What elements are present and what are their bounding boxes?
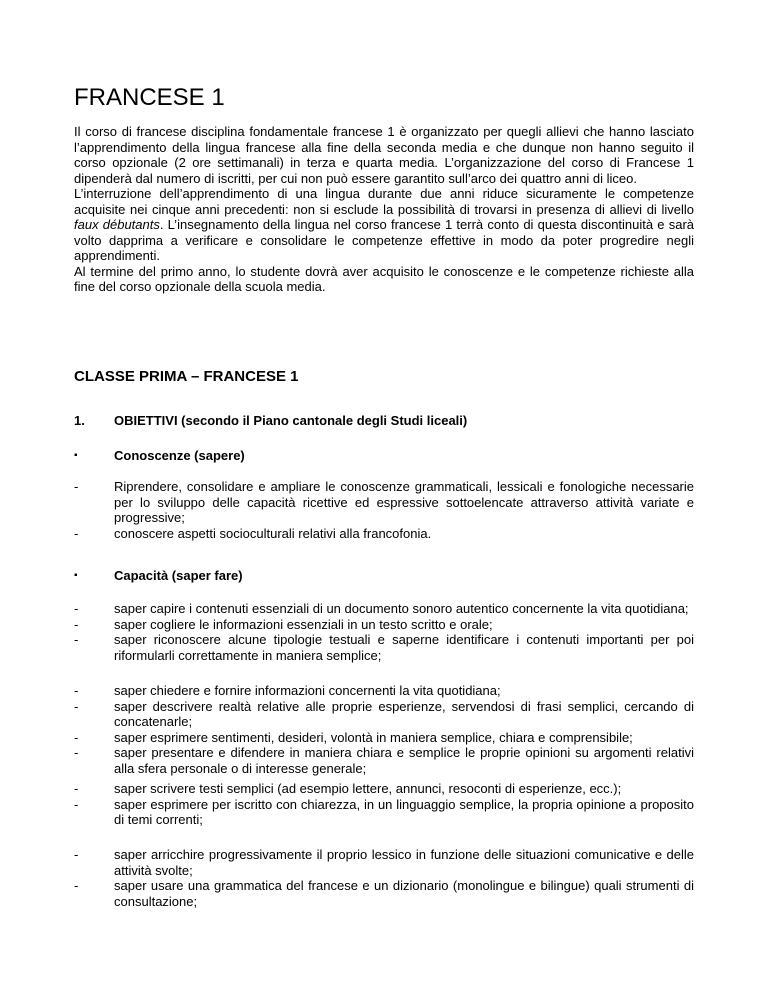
intro-paragraph-1: Il corso di francese disciplina fondamentale francese 1 è organizzato per quegli allievi che hanno lasciato l’apprendimento della lingua francese alla fine della seconda media e che dunque non hanno seguito il corso opzionale (2 ore settimanali) in terza e quarta media. L’organizzazione del corso di Francese 1 dipenderà dal numero di iscritti, per cui non può essere garantito sull’arco dei quattro anni di liceo. [74, 124, 694, 186]
list-item: - saper presentare e difendere in maniera chiara e semplice le proprie opinioni su argomenti relativi alla sfera personale o di interesse generale; [74, 745, 694, 776]
dash-bullet: - [74, 479, 79, 494]
list-item: - saper chiedere e fornire informazioni concernenti la vita quotidiana; [74, 683, 501, 698]
objectives-heading [74, 413, 467, 429]
dash-bullet: - [74, 616, 79, 632]
intro-p2-after: . L’insegnamento della lingua nel corso francese 1 terrà conto di questa discontinuità e sarà volto dapprima a verificare e consolidare le competenze effettive in modo da poter progredire negli apprendimenti. [74, 217, 695, 263]
skills-heading [74, 568, 243, 584]
dash-bullet: - [74, 632, 79, 647]
list-item: - saper capire i contenuti essenziali di un documento sonoro autentico concernente la vita quotidiana; [74, 601, 689, 616]
list-item: - saper riconoscere alcune tipologie testuali e saperne identificare i contenuti importanti per poi riformularli correttamente in maniera semplice; [74, 632, 694, 663]
square-bullet-icon: ▪ [74, 570, 78, 581]
intro-p2-before: L’interruzione dell’apprendimento di una lingua durante due anni riduce sicuramente le competenze acquisite nei cinque anni precedenti: non si esclude la possibilità di trovarsi in presenza di allievi di livello [74, 186, 694, 217]
dash-bullet: - [74, 878, 79, 893]
intro-paragraph-2 [74, 186, 694, 264]
list-item: - saper arricchire progressivamente il proprio lessico in funzione delle situazioni comunicative e delle attività svolte; [74, 847, 694, 878]
section-title: CLASSE PRIMA – FRANCESE 1 [74, 368, 299, 385]
list-item: - saper usare una grammatica del francese e un dizionario (monolingue e bilingue) quali strumenti di consultazione; [74, 878, 694, 909]
dash-bullet: - [74, 683, 79, 698]
skills-list-2 [74, 683, 694, 776]
skills-list-4 [74, 847, 694, 909]
list-item: - conoscere aspetti socioculturali relativi alla francofonia. [74, 525, 432, 541]
objectives-heading-text: OBIETTIVI (secondo il Piano cantonale degli Studi liceali) [114, 413, 468, 428]
list-item: - saper cogliere le informazioni essenziali in un testo scritto e orale; [74, 616, 493, 632]
intro-paragraph-3: Al termine del primo anno, lo studente dovrà aver acquisito le conoscenze e le competenze richieste alla fine del corso opzionale della scuola media. [74, 263, 694, 294]
knowledge-heading [74, 448, 245, 464]
intro-p2-italic: faux débutants [74, 217, 160, 232]
dash-bullet: - [74, 781, 79, 796]
list-item: - saper esprimere sentimenti, desideri, volontà in maniera semplice, chiara e comprensibile; [74, 729, 633, 745]
intro-text [74, 124, 694, 295]
knowledge-heading-text: Conoscenze (sapere) [114, 448, 245, 463]
skills-list-3 [74, 781, 694, 828]
dash-bullet: - [74, 729, 79, 745]
skills-list-1 [74, 601, 694, 663]
list-item: - saper esprimere per iscritto con chiarezza, in un linguaggio semplice, la propria opinione a proposito di temi correnti; [74, 796, 694, 827]
page-title: FRANCESE 1 [74, 84, 225, 111]
dash-bullet: - [74, 796, 79, 812]
list-item: - saper scrivere testi semplici (ad esempio lettere, annunci, resoconti di esperienze, ecc.); [74, 781, 622, 796]
dash-bullet: - [74, 525, 79, 541]
dash-bullet: - [74, 847, 79, 862]
dash-bullet: - [74, 698, 79, 714]
list-item: - Riprendere, consolidare e ampliare le conoscenze grammaticali, lessicali e fonologiche necessarie per lo sviluppo delle capacità ricettive ed espressive sottoelencate attraverso attività variate e progressive; [74, 479, 694, 525]
objectives-number: 1. [74, 413, 85, 428]
list-item: - saper descrivere realtà relative alle proprie esperienze, servendosi di frasi semplici, cercando di concatenarle; [74, 698, 694, 729]
dash-bullet: - [74, 745, 79, 760]
square-bullet-icon: ▪ [74, 450, 78, 461]
knowledge-list [74, 479, 694, 541]
dash-bullet: - [74, 601, 79, 616]
skills-heading-text: Capacità (saper fare) [114, 568, 243, 583]
